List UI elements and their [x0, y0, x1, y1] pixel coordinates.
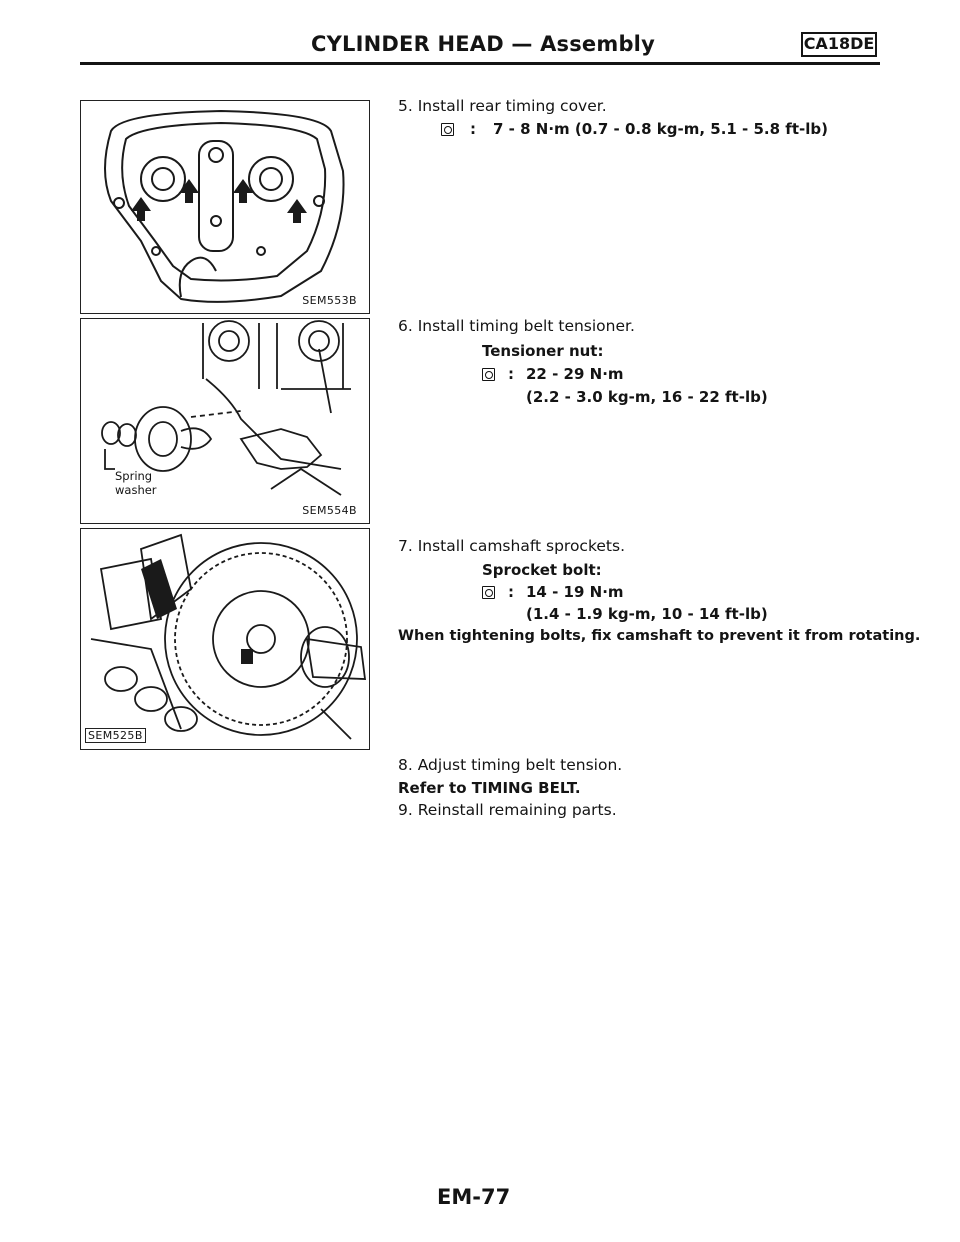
figure-code: SEM553B	[302, 294, 357, 307]
step-9-text: 9. Reinstall remaining parts.	[398, 801, 617, 819]
page-title: CYLINDER HEAD — Assembly	[311, 32, 655, 56]
figure-rear-timing-cover	[80, 100, 370, 314]
rear-timing-cover-illustration	[81, 101, 370, 314]
step-6-torque: 22 - 29 N·m	[526, 365, 624, 383]
step-5-text: 5. Install rear timing cover.	[398, 97, 607, 115]
step-7-note: When tightening bolts, fix camshaft to prevent it from rotating.	[398, 628, 921, 644]
step-8-text: 8. Adjust timing belt tension.	[398, 756, 623, 774]
camshaft-sprocket-illustration	[81, 529, 370, 750]
step-7-torque-alt: (1.4 - 1.9 kg-m, 10 - 14 ft-lb)	[526, 605, 768, 623]
page-number: EM-77	[437, 1185, 511, 1209]
torque-wrench-icon	[441, 123, 454, 136]
engine-code-badge: CA18DE	[801, 32, 877, 57]
step-7-text: 7. Install camshaft sprockets.	[398, 537, 625, 555]
figure-camshaft-sprocket	[80, 528, 370, 750]
figure-code: SEM525B	[85, 728, 146, 743]
torque-wrench-icon	[482, 586, 495, 599]
step-6-text: 6. Install timing belt tensioner.	[398, 317, 635, 335]
figure-belt-tensioner	[80, 318, 370, 524]
step-6-torque-alt: (2.2 - 3.0 kg-m, 16 - 22 ft-lb)	[526, 388, 768, 406]
colon: :	[470, 120, 476, 138]
step-5-torque: 7 - 8 N·m (0.7 - 0.8 kg-m, 5.1 - 5.8 ft-lb)	[493, 120, 828, 138]
step-7-sub: Sprocket bolt:	[482, 561, 602, 579]
step-8-reference: Refer to TIMING BELT.	[398, 779, 581, 797]
callout-line-2: washer	[115, 483, 157, 497]
step-7-torque: 14 - 19 N·m	[526, 583, 624, 601]
figure-callout	[115, 469, 157, 497]
figure-code: SEM554B	[302, 504, 357, 517]
header-rule	[80, 62, 880, 65]
colon: :	[508, 365, 514, 383]
colon: :	[508, 583, 514, 601]
callout-line-1: Spring	[115, 469, 153, 483]
torque-wrench-icon	[482, 368, 495, 381]
step-6-sub: Tensioner nut:	[482, 342, 604, 360]
